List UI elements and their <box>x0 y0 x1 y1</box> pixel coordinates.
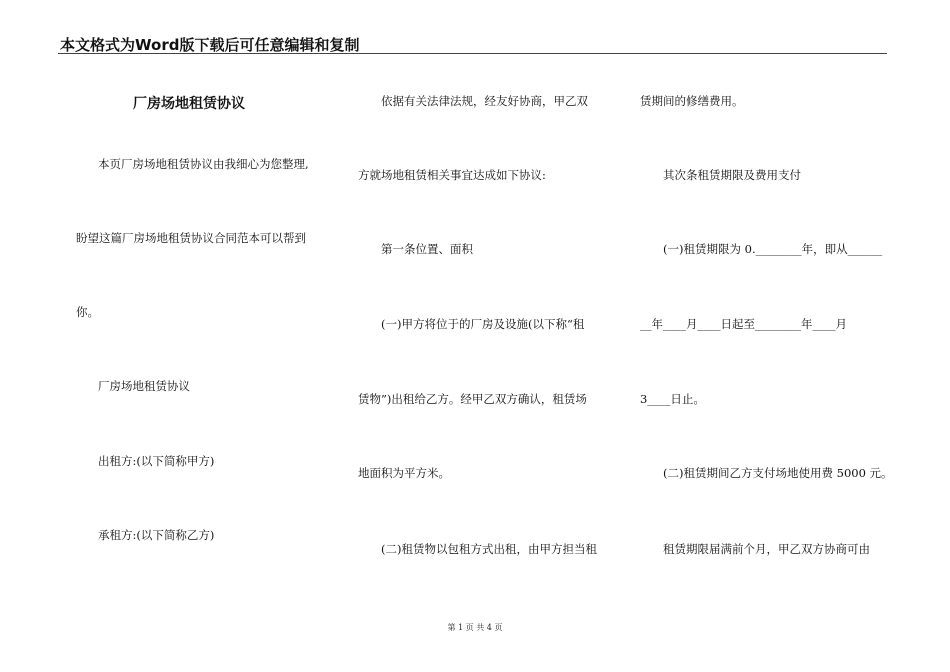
col1-line-3: 你。 <box>76 305 99 319</box>
col3-line-3: (一)租赁期限为 0.________年，即从______ <box>663 242 883 256</box>
col1-line-6: 承租方:(以下简称乙方) <box>98 528 215 542</box>
col2-line-6: 地面积为平方米。 <box>358 466 450 480</box>
col1-line-2: 盼望这篇厂房场地租赁协议合同范本可以帮到 <box>76 231 306 245</box>
col2-line-3: 第一条位置、面积 <box>381 242 473 256</box>
col2-line-1: 依据有关法律法规，经友好协商，甲乙双 <box>381 94 588 108</box>
header-divider <box>58 53 887 54</box>
col3-line-6: (二)租赁期间乙方支付场地使用费 5000 元。 <box>663 466 893 480</box>
col3-line-1: 赁期间的修缮费用。 <box>640 94 744 108</box>
col1-line-4: 厂房场地租赁协议 <box>98 379 190 393</box>
col3-line-5: 3____日止。 <box>640 392 705 406</box>
page-number: 第 1 页 共 4 页 <box>447 623 503 632</box>
col1-line-5: 出租方:(以下简称甲方) <box>98 454 215 468</box>
col3-line-4: __年____月____日起至________年____月 <box>640 317 847 331</box>
col3-line-7: 租赁期限届满前个月，甲乙双方协商可由 <box>663 542 870 556</box>
col3-line-2: 其次条租赁期限及费用支付 <box>663 168 801 182</box>
col2-line-2: 方就场地租赁相关事宜达成如下协议: <box>358 168 546 182</box>
col2-line-7: (二)租赁物以包租方式出租，由甲方担当租 <box>381 542 597 556</box>
page-header: 本文格式为Word版下载后可任意编辑和复制 <box>60 36 360 54</box>
col1-line-1: 本页厂房场地租赁协议由我细心为您整理, <box>98 157 309 171</box>
col2-line-4: (一)甲方将位于的厂房及设施(以下称“租 <box>381 317 585 331</box>
document-title: 厂房场地租赁协议 <box>133 96 245 112</box>
col2-line-5: 赁物”)出租给乙方。经甲乙双方确认，租赁场 <box>358 392 587 406</box>
